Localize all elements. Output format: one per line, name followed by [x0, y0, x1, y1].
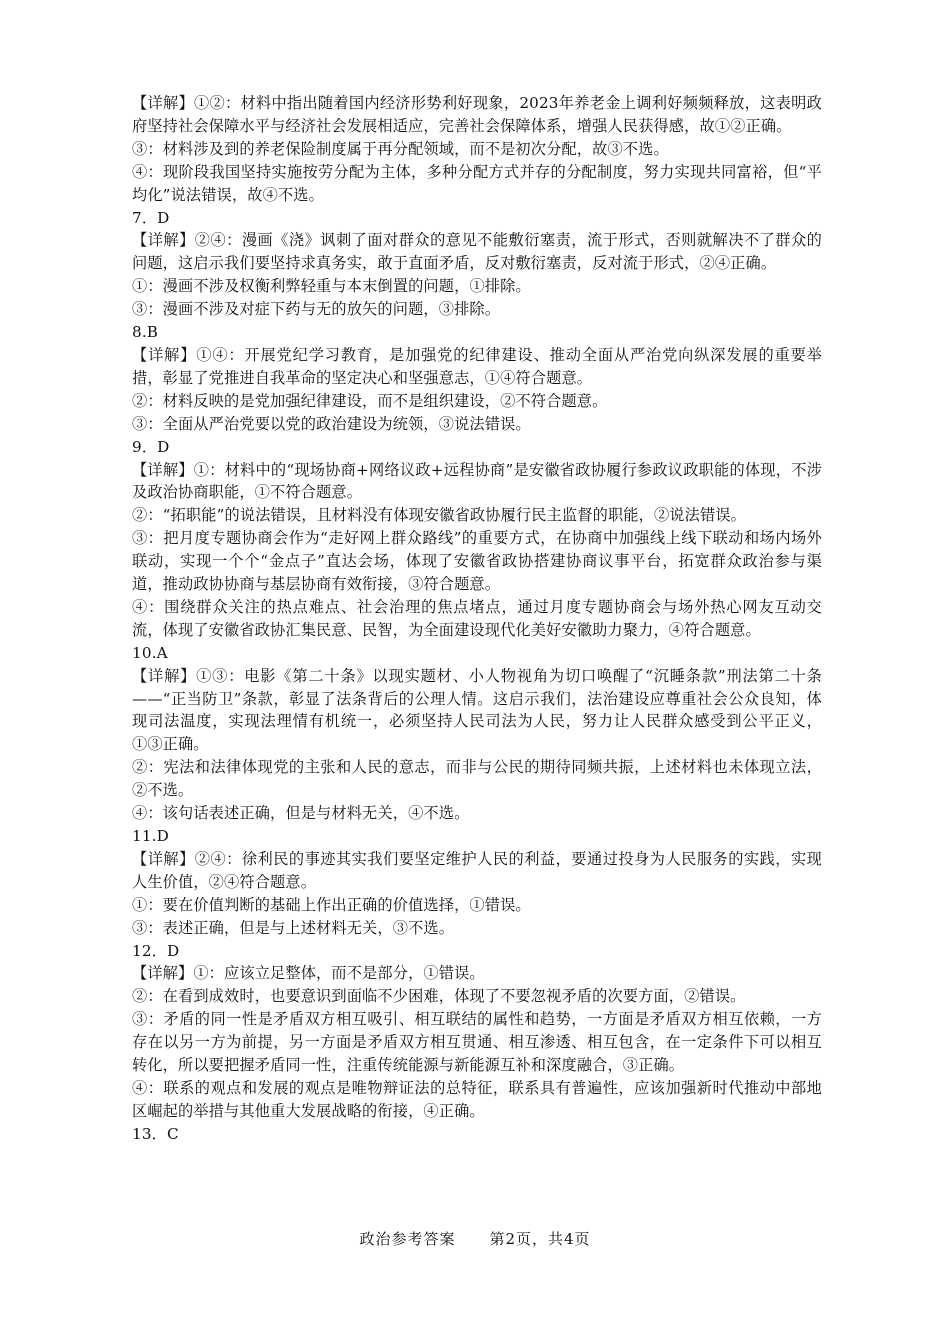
explanation-8: 【详解】①④：开展党纪学习教育，是加强党的纪律建设、推动全面从严治党向纵深发展的重要举措，彰显了党推进自我革命的坚定决心和坚强意志，①④符合题意。 [132, 345, 822, 387]
answer-7: 7．D [132, 208, 170, 227]
explanation-9: 【详解】①：材料中的“现场协商+网络议政+远程协商”是安徽省政协履行参政议政职能的体现，不涉及政治协商职能，①不符合题意。 [132, 460, 822, 502]
explanation-9-point-3: ③：把月度专题协商会作为“走好网上群众路线”的重要方式，在协商中加强线上线下联动和场内场外联动，实现一个个“金点子”直达会场，体现了安徽省政协搭建协商议事平台，拓宽群众政治参与渠道，推动政协协商与基层协商有效衔接，③符合题意。 [132, 529, 822, 594]
explanation-11-point-1: ①：要在价值判断的基础上作出正确的价值选择，①错误。 [132, 895, 531, 914]
answer-8: 8.B [132, 323, 159, 342]
answer-9: 9．D [132, 437, 170, 456]
explanation-12-point-2: ②：在看到成效时，也要意识到面临不少困难，体现了不要忽视矛盾的次要方面，②错误。 [132, 987, 746, 1006]
explanation-12-point-3: ③：矛盾的同一性是矛盾双方相互吸引、相互联结的属性和趋势，一方面是矛盾双方相互依赖，一方存在以另一方为前提，另一方面是矛盾双方相互贯通、相互渗透、相互包含，在一定条件下可以相互转化，所以要把握矛盾同一性，注重传统能源与新能源互补和深度融合，③正确。 [132, 1010, 822, 1075]
answer-content [132, 92, 822, 1146]
explanation-6: 【详解】①②：材料中指出随着国内经济形势利好现象，2023年养老金上调利好频频释放，这表明政府坚持社会保障水平与经济社会发展相适应，完善社会保障体系，增强人民获得感，故①②正确。 [132, 94, 822, 135]
explanation-10: 【详解】①③：电影《第二十条》以现实题材、小人物视角为切口唤醒了“沉睡条款”刑法第二十条——“正当防卫”条款，彰显了法条背后的公理人情。这启示我们，法治建设应尊重社会公众良知，体现司法温度，实现法理情有机统一，必须坚持人民司法为人民，努力让人民群众感受到公平正义，①③正确。 [132, 666, 822, 754]
answer-10: 10.A [132, 643, 168, 662]
explanation-11: 【详解】②④：徐利民的事迹其实我们要坚定维护人民的利益，要通过投身为人民服务的实践，实现人生价值，②④符合题意。 [132, 849, 822, 891]
explanation-9-point-2: ②：“拓职能”的说法错误，且材料没有体现安徽省政协履行民主监督的职能，②说法错误。 [132, 506, 746, 525]
explanation-11-point-3: ③：表述正确，但是与上述材料无关，③不选。 [132, 918, 455, 937]
explanation-12-point-4: ④：联系的观点和发展的观点是唯物辩证法的总特征，联系具有普遍性，应该加强新时代推动中部地区崛起的举措与其他重大发展战略的衔接，④正确。 [132, 1078, 822, 1120]
explanation-10-point-4: ④：该句话表述正确，但是与材料无关，④不选。 [132, 804, 470, 823]
explanation-6-point-4: ④：现阶段我国坚持实施按劳分配为主体，多种分配方式并存的分配制度，努力实现共同富裕，但“平均化”说法错误，故④不选。 [132, 162, 822, 204]
explanation-8-point-2: ②：材料反映的是党加强纪律建设，而不是组织建设，②不符合题意。 [132, 391, 608, 410]
page-footer [0, 1228, 950, 1249]
explanation-8-point-3: ③：全面从严治党要以党的政治建设为统领，③说法错误。 [132, 414, 531, 433]
footer-page-number: 第2页，共4页 [489, 1230, 591, 1248]
answer-12: 12．D [132, 941, 180, 960]
explanation-9-point-4: ④：围绕群众关注的热点难点、社会治理的焦点堵点，通过月度专题协商会与场外热心网友互动交流，体现了安徽省政协汇集民意、民智，为全面建设现代化美好安徽助力聚力，④符合题意。 [132, 597, 822, 639]
answer-13: 13．C [132, 1124, 179, 1143]
explanation-10-point-2: ②：宪法和法律体现党的主张和人民的意志，而非与公民的期待同频共振，上述材料也未体现立法，②不选。 [132, 758, 822, 800]
footer-subject: 政治参考答案 [359, 1230, 456, 1248]
explanation-7-point-1: ①：漫画不涉及权衡利弊轻重与本末倒置的问题，①排除。 [132, 277, 531, 296]
explanation-6-point-3: ③：材料涉及到的养老保险制度属于再分配领域，而不是初次分配，故③不选。 [132, 139, 669, 158]
answer-11: 11.D [132, 827, 169, 845]
explanation-7-point-3: ③：漫画不涉及对症下药与无的放矢的问题，③排除。 [132, 300, 501, 319]
explanation-7: 【详解】②④：漫画《浇》讽刺了面对群众的意见不能敷衍塞责，流于形式，否则就解决不了群众的问题，这启示我们要坚持求真务实，敢于直面矛盾，反对敷衍塞责，反对流于形式，②④正确。 [132, 231, 822, 273]
explanation-12: 【详解】①：应该立足整体，而不是部分，①错误。 [132, 964, 485, 983]
